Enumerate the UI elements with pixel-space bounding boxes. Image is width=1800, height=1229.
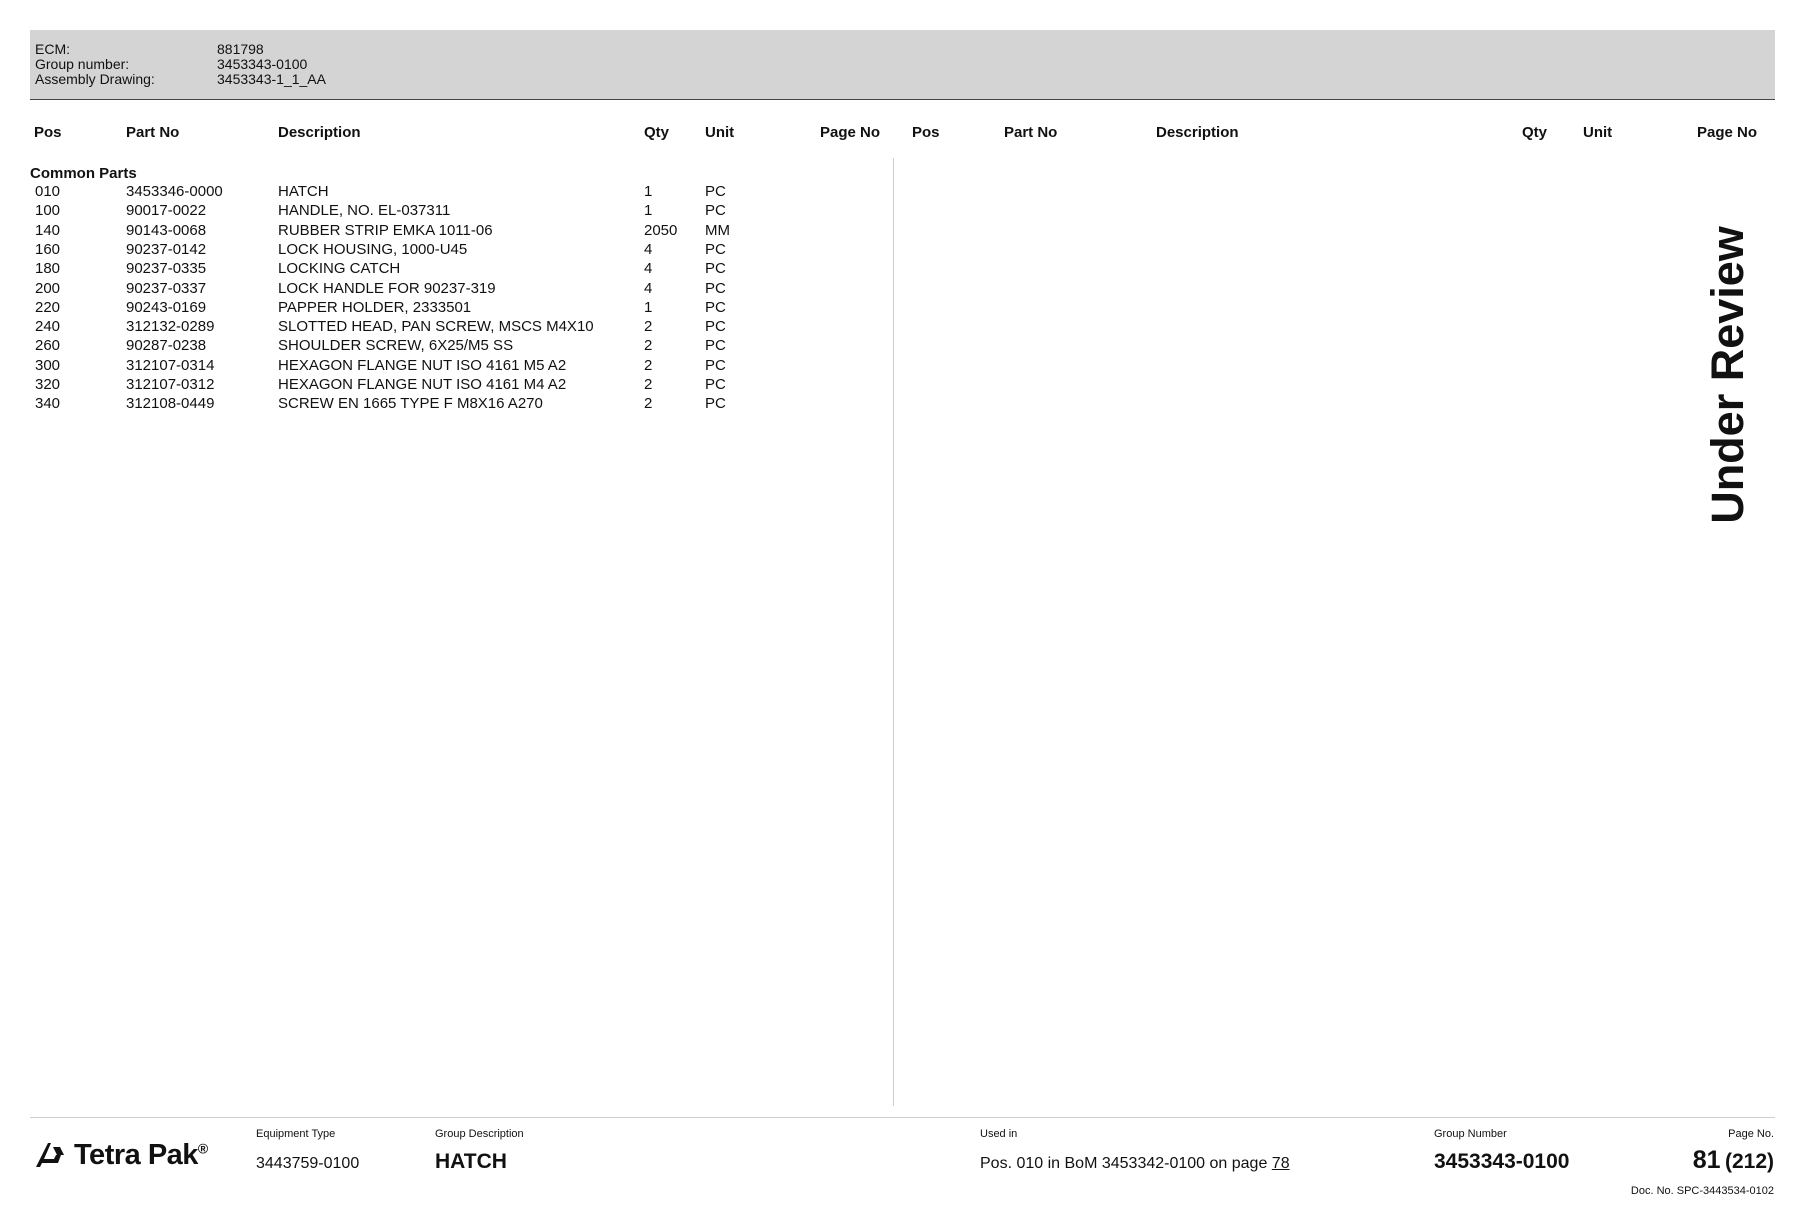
footer-divider [30,1117,1775,1118]
cell-pos: 010 [35,183,61,200]
cell-qty: 2 [644,337,653,355]
table-row [0,241,890,260]
cell-qty: 4 [644,279,653,297]
used-in-value [980,1155,1290,1173]
table-row [0,202,890,221]
col-header-page-no: Page No [820,124,881,141]
cell-qty: 1 [644,298,653,316]
cell-pos: 140 [35,221,61,239]
table-row [0,337,890,356]
group-description-label: Group Description [435,1128,524,1140]
col-header-qty-right: Qty [1522,124,1548,141]
cell-pos: 300 [35,356,61,374]
cell-description: SHOULDER SCREW, 6X25/M5 SS [278,337,514,355]
cell-part-no: 90243-0169 [126,298,207,316]
cell-unit: PC [705,318,726,336]
col-header-pos-right: Pos [912,124,940,141]
header-label: Assembly Drawing: [35,71,155,87]
used-in-label: Used in [980,1128,1018,1140]
table-row [0,222,890,241]
cell-part-no: 312108-0449 [126,395,215,413]
col-header-description-right: Description [1156,124,1239,141]
header-value: 3453343-0100 [217,56,308,72]
header-label: Group number: [35,56,130,72]
cell-unit: PC [705,376,726,393]
header-label: ECM: [35,41,70,57]
cell-qty: 2 [644,318,653,336]
col-header-unit-right: Unit [1583,124,1613,141]
cell-unit: PC [705,356,726,374]
tetra-pak-logo [34,1138,208,1172]
cell-part-no: 312107-0312 [126,376,215,393]
section-title-common-parts: Common Parts [30,165,137,182]
cell-part-no: 312107-0314 [126,356,215,374]
cell-description: PAPPER HOLDER, 2333501 [278,298,472,316]
cell-description: HEXAGON FLANGE NUT ISO 4161 M5 A2 [278,356,567,374]
tetra-pak-triangle-icon [34,1141,66,1169]
header-info-box [30,30,1775,100]
col-header-qty: Qty [644,124,670,141]
page-no-label: Page No. [1728,1128,1774,1140]
cell-part-no: 90237-0335 [126,260,207,278]
cell-pos: 240 [35,318,61,336]
cell-qty: 2 [644,395,653,413]
cell-unit: PC [705,298,726,316]
cell-part-no: 90017-0022 [126,202,207,220]
page-number-current: 81 [1692,1146,1721,1174]
cell-pos: 200 [35,279,61,297]
logo-registered-mark: ® [197,1139,208,1156]
cell-part-no: 90237-0142 [126,240,207,258]
used-in-page-link[interactable]: 78 [1271,1155,1290,1172]
col-header-part-no: Part No [126,124,180,141]
cell-unit: PC [705,240,726,258]
used-in-text: Pos. 010 in BoM 3453342-0100 on page [980,1155,1268,1172]
cell-part-no: 312132-0289 [126,318,215,336]
cell-unit: MM [705,221,730,239]
col-header-part-no-right: Part No [1004,124,1058,141]
equipment-type-value: 3443759-0100 [256,1155,360,1172]
page-number [1693,1146,1774,1175]
cell-description: HATCH [278,183,329,200]
table-row [0,395,890,414]
col-header-page-no-right: Page No [1697,124,1758,141]
cell-pos: 320 [35,376,61,393]
cell-description: LOCK HOUSING, 1000-U45 [278,240,468,258]
cell-part-no: 90237-0337 [126,279,207,297]
logo-wordmark: Tetra Pak [74,1138,198,1171]
cell-description: RUBBER STRIP EMKA 1011-06 [278,221,493,239]
cell-pos: 180 [35,260,61,278]
cell-part-no: 90287-0238 [126,337,207,355]
cell-qty: 1 [644,183,653,200]
equipment-type-label: Equipment Type [256,1128,336,1140]
col-header-unit: Unit [705,124,735,141]
table-row [0,318,890,337]
table-row [0,280,890,299]
group-number-value: 3453343-0100 [1434,1150,1570,1173]
cell-pos: 340 [35,395,61,413]
table-row [0,183,890,202]
cell-description: SLOTTED HEAD, PAN SCREW, MSCS M4X10 [278,318,594,336]
cell-qty: 2050 [644,221,678,239]
cell-unit: PC [705,279,726,297]
table-row [0,299,890,318]
doc-number: Doc. No. SPC-3443534-0102 [1630,1185,1774,1197]
cell-unit: PC [705,183,726,200]
cell-part-no: 90143-0068 [126,221,207,239]
logo-text [74,1139,208,1172]
cell-qty: 4 [644,240,653,258]
cell-pos: 160 [35,240,61,258]
cell-qty: 4 [644,260,653,278]
cell-unit: PC [705,202,726,220]
cell-description: SCREW EN 1665 TYPE F M8X16 A270 [278,395,543,413]
under-review-watermark: Under Review [1702,226,1753,524]
cell-pos: 260 [35,337,61,355]
cell-description: LOCK HANDLE FOR 90237-319 [278,279,496,297]
header-row-ecm [35,41,264,57]
cell-unit: PC [705,260,726,278]
cell-pos: 220 [35,298,61,316]
cell-unit: PC [705,337,726,355]
cell-description: LOCKING CATCH [278,260,401,278]
cell-description: HEXAGON FLANGE NUT ISO 4161 M4 A2 [278,376,567,393]
cell-qty: 2 [644,356,653,374]
cell-description: HANDLE, NO. EL-037311 [278,202,451,220]
header-row-assembly-drawing [35,71,326,87]
page-number-total: (212) [1724,1150,1774,1173]
cell-pos: 100 [35,202,61,220]
group-number-label: Group Number [1434,1128,1507,1140]
header-value: 881798 [217,41,264,57]
cell-unit: PC [705,395,726,413]
table-row [0,376,890,395]
column-divider [893,158,894,1106]
cell-qty: 2 [644,376,653,393]
cell-part-no: 3453346-0000 [126,183,223,200]
col-header-description: Description [278,124,361,141]
col-header-pos: Pos [34,124,62,141]
header-value: 3453343-1_1_AA [217,71,326,87]
table-row [0,357,890,376]
cell-qty: 1 [644,202,653,220]
header-row-group-number [35,56,308,72]
table-row [0,260,890,279]
group-description-value: HATCH [435,1150,507,1173]
